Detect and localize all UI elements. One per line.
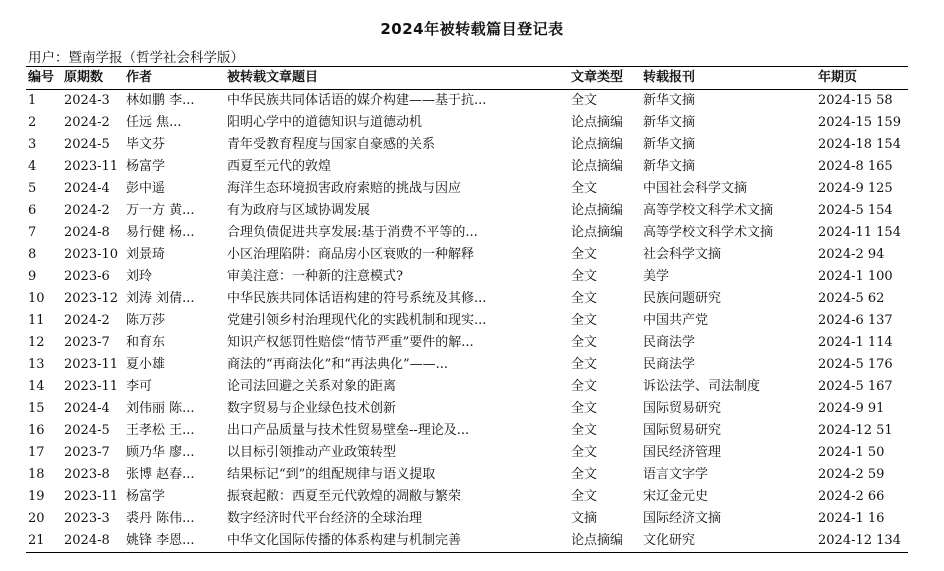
cell-journal: 国际经济文摘 <box>643 511 722 526</box>
cell-no: 5 <box>28 181 37 196</box>
cell-type: 全文 <box>571 93 598 108</box>
header-page: 年期页 <box>818 70 858 85</box>
cell-issue: 2023-10 <box>64 247 119 262</box>
table-row <box>26 530 908 553</box>
cell-title: 海洋生态环境损害政府索赔的挑战与因应 <box>227 181 462 196</box>
cell-page: 2024-2 94 <box>818 247 885 262</box>
cell-type: 论点摘编 <box>571 225 624 240</box>
cell-issue: 2023-11 <box>64 489 119 504</box>
cell-issue: 2024-2 <box>64 313 110 328</box>
cell-no: 4 <box>28 159 37 174</box>
table-row <box>26 112 908 134</box>
cell-page: 2024-15 159 <box>818 115 901 130</box>
cell-author: 张博 赵春... <box>126 467 195 482</box>
cell-title: 论司法回避之关系对象的距离 <box>227 379 397 394</box>
header-no: 编号 <box>28 70 55 85</box>
cell-type: 全文 <box>571 269 598 284</box>
cell-no: 9 <box>28 269 37 284</box>
cell-issue: 2023-7 <box>64 445 110 460</box>
cell-title: 数字贸易与企业绿色技术创新 <box>227 401 397 416</box>
cell-page: 2024-15 58 <box>818 93 893 108</box>
document-title: 2024年被转载篇目登记表 <box>380 20 564 38</box>
cell-page: 2024-8 165 <box>818 159 893 174</box>
table-row <box>26 508 908 530</box>
cell-title: 以目标引领推动产业政策转型 <box>227 445 397 460</box>
cell-journal: 民族问题研究 <box>643 291 722 306</box>
table-header <box>26 66 908 90</box>
cell-title: 合理负债促进共享发展:基于消费不平等的... <box>227 225 478 240</box>
cell-page: 2024-5 154 <box>818 203 893 218</box>
table-row <box>26 90 908 112</box>
table-row <box>26 354 908 376</box>
cell-issue: 2023-8 <box>64 467 110 482</box>
reprint-table <box>26 66 908 553</box>
cell-title: 结果标记“到”的组配规律与语义提取 <box>227 467 436 482</box>
header-issue: 原期数 <box>64 70 104 85</box>
table-row <box>26 244 908 266</box>
cell-journal: 国际贸易研究 <box>643 401 722 416</box>
cell-author: 林如鹏 李... <box>126 93 195 108</box>
table-row <box>26 486 908 508</box>
cell-no: 12 <box>28 335 45 350</box>
cell-type: 全文 <box>571 467 598 482</box>
cell-type: 全文 <box>571 489 598 504</box>
cell-title: 青年受教育程度与国家自豪感的关系 <box>227 137 436 152</box>
cell-page: 2024-18 154 <box>818 137 901 152</box>
cell-journal: 高等学校文科学术文摘 <box>643 225 774 240</box>
cell-type: 文摘 <box>571 511 598 526</box>
cell-type: 全文 <box>571 379 598 394</box>
cell-journal: 新华文摘 <box>643 93 696 108</box>
cell-title: 振衰起敝：西夏至元代敦煌的凋敝与繁荣 <box>227 489 462 504</box>
cell-issue: 2023-6 <box>64 269 110 284</box>
cell-title: 中华民族共同体话语的媒介构建——基于抗... <box>227 93 487 108</box>
cell-type: 全文 <box>571 401 598 416</box>
cell-type: 全文 <box>571 445 598 460</box>
cell-author: 刘伟丽 陈... <box>126 401 195 416</box>
cell-no: 18 <box>28 467 45 482</box>
cell-no: 8 <box>28 247 37 262</box>
cell-page: 2024-1 114 <box>818 335 893 350</box>
cell-author: 杨富学 <box>126 159 166 174</box>
cell-no: 20 <box>28 511 45 526</box>
cell-title: 出口产品质量与技术性贸易壁垒--理论及... <box>227 423 470 438</box>
cell-journal: 民商法学 <box>643 335 696 350</box>
cell-issue: 2023-7 <box>64 335 110 350</box>
cell-type: 全文 <box>571 313 598 328</box>
cell-author: 杨富学 <box>126 489 166 504</box>
cell-no: 13 <box>28 357 45 372</box>
header-type: 文章类型 <box>571 70 624 85</box>
cell-title: 中华文化国际传播的体系构建与机制完善 <box>227 533 462 548</box>
cell-page: 2024-1 50 <box>818 445 885 460</box>
cell-no: 1 <box>28 93 37 108</box>
table-row <box>26 376 908 398</box>
cell-type: 论点摘编 <box>571 533 624 548</box>
header-title: 被转载文章题目 <box>227 70 319 85</box>
cell-issue: 2023-11 <box>64 159 119 174</box>
cell-no: 6 <box>28 203 37 218</box>
user-line: 用户：暨南学报（哲学社会科学版） <box>28 50 244 66</box>
cell-page: 2024-1 100 <box>818 269 893 284</box>
cell-journal: 新华文摘 <box>643 115 696 130</box>
table-row <box>26 266 908 288</box>
cell-type: 论点摘编 <box>571 159 624 174</box>
cell-page: 2024-12 51 <box>818 423 893 438</box>
cell-author: 姚锋 李恩... <box>126 533 195 548</box>
cell-no: 15 <box>28 401 45 416</box>
cell-page: 2024-5 167 <box>818 379 893 394</box>
cell-issue: 2024-3 <box>64 93 110 108</box>
cell-journal: 语言文字学 <box>643 467 709 482</box>
cell-page: 2024-9 91 <box>818 401 885 416</box>
cell-type: 论点摘编 <box>571 203 624 218</box>
table-row <box>26 464 908 486</box>
table-row <box>26 222 908 244</box>
cell-author: 万一方 黄... <box>126 203 195 218</box>
cell-no: 2 <box>28 115 37 130</box>
header-journal: 转载报刊 <box>643 70 696 85</box>
cell-issue: 2024-4 <box>64 181 110 196</box>
cell-journal: 文化研究 <box>643 533 696 548</box>
cell-type: 全文 <box>571 357 598 372</box>
table-row <box>26 178 908 200</box>
cell-type: 全文 <box>571 335 598 350</box>
cell-author: 彭中遥 <box>126 181 166 196</box>
cell-journal: 中国共产党 <box>643 313 709 328</box>
cell-title: 西夏至元代的敦煌 <box>227 159 332 174</box>
cell-journal: 美学 <box>643 269 670 284</box>
cell-title: 知识产权惩罚性赔偿“情节严重”要件的解... <box>227 335 474 350</box>
cell-no: 11 <box>28 313 45 328</box>
cell-no: 17 <box>28 445 45 460</box>
table-row <box>26 134 908 156</box>
cell-author: 夏小雄 <box>126 357 166 372</box>
cell-journal: 高等学校文科学术文摘 <box>643 203 774 218</box>
cell-journal: 宋辽金元史 <box>643 489 709 504</box>
header-author: 作者 <box>126 70 153 85</box>
cell-journal: 新华文摘 <box>643 159 696 174</box>
cell-page: 2024-1 16 <box>818 511 885 526</box>
table-row <box>26 398 908 420</box>
cell-no: 3 <box>28 137 37 152</box>
cell-issue: 2024-4 <box>64 401 110 416</box>
cell-author: 刘景琦 <box>126 247 166 262</box>
cell-author: 顾乃华 廖... <box>126 445 195 460</box>
table-row <box>26 332 908 354</box>
cell-page: 2024-11 154 <box>818 225 901 240</box>
cell-issue: 2024-8 <box>64 533 110 548</box>
cell-no: 21 <box>28 533 45 548</box>
cell-issue: 2024-2 <box>64 203 110 218</box>
cell-type: 全文 <box>571 247 598 262</box>
table-row <box>26 442 908 464</box>
cell-journal: 诉讼法学、司法制度 <box>643 379 761 394</box>
cell-type: 论点摘编 <box>571 115 624 130</box>
cell-journal: 国际贸易研究 <box>643 423 722 438</box>
cell-title: 审美注意：一种新的注意模式? <box>227 269 403 284</box>
cell-no: 16 <box>28 423 45 438</box>
cell-type: 全文 <box>571 423 598 438</box>
table-row <box>26 310 908 332</box>
cell-author: 毕文芬 <box>126 137 166 152</box>
cell-author: 刘玲 <box>126 269 153 284</box>
cell-no: 7 <box>28 225 37 240</box>
cell-journal: 社会科学文摘 <box>643 247 722 262</box>
cell-no: 19 <box>28 489 45 504</box>
cell-title: 有为政府与区域协调发展 <box>227 203 371 218</box>
cell-page: 2024-5 176 <box>818 357 893 372</box>
cell-page: 2024-12 134 <box>818 533 901 548</box>
cell-issue: 2023-11 <box>64 379 119 394</box>
cell-title: 阳明心学中的道德知识与道德动机 <box>227 115 423 130</box>
cell-page: 2024-5 62 <box>818 291 885 306</box>
cell-type: 论点摘编 <box>571 137 624 152</box>
cell-title: 党建引领乡村治理现代化的实践机制和现实... <box>227 313 487 328</box>
cell-author: 易行健 杨... <box>126 225 195 240</box>
cell-issue: 2023-3 <box>64 511 110 526</box>
cell-issue: 2024-8 <box>64 225 110 240</box>
cell-journal: 国民经济管理 <box>643 445 722 460</box>
cell-author: 李可 <box>126 379 153 394</box>
cell-title: 中华民族共同体话语构建的符号系统及其修... <box>227 291 487 306</box>
cell-page: 2024-6 137 <box>818 313 893 328</box>
cell-issue: 2024-2 <box>64 115 110 130</box>
cell-author: 裘丹 陈伟... <box>126 511 195 526</box>
cell-no: 10 <box>28 291 45 306</box>
cell-author: 和育东 <box>126 335 166 350</box>
cell-type: 全文 <box>571 291 598 306</box>
cell-issue: 2024-5 <box>64 137 110 152</box>
cell-page: 2024-2 59 <box>818 467 885 482</box>
cell-title: 数字经济时代平台经济的全球治理 <box>227 511 423 526</box>
cell-issue: 2023-11 <box>64 357 119 372</box>
cell-type: 全文 <box>571 181 598 196</box>
cell-issue: 2023-12 <box>64 291 119 306</box>
table-row <box>26 288 908 310</box>
cell-author: 刘涛 刘倩... <box>126 291 195 306</box>
table-row <box>26 420 908 442</box>
cell-author: 王孝松 王... <box>126 423 195 438</box>
cell-author: 任远 焦... <box>126 115 182 130</box>
cell-title: 小区治理陷阱：商品房小区衰败的一种解释 <box>227 247 475 262</box>
cell-page: 2024-9 125 <box>818 181 893 196</box>
cell-journal: 民商法学 <box>643 357 696 372</box>
table-body <box>26 90 908 553</box>
table-row <box>26 200 908 222</box>
cell-journal: 中国社会科学文摘 <box>643 181 748 196</box>
cell-journal: 新华文摘 <box>643 137 696 152</box>
cell-issue: 2024-5 <box>64 423 110 438</box>
cell-page: 2024-2 66 <box>818 489 885 504</box>
cell-author: 陈万莎 <box>126 313 166 328</box>
cell-no: 14 <box>28 379 45 394</box>
cell-title: 商法的“再商法化”和“再法典化”——... <box>227 357 448 372</box>
table-row <box>26 156 908 178</box>
